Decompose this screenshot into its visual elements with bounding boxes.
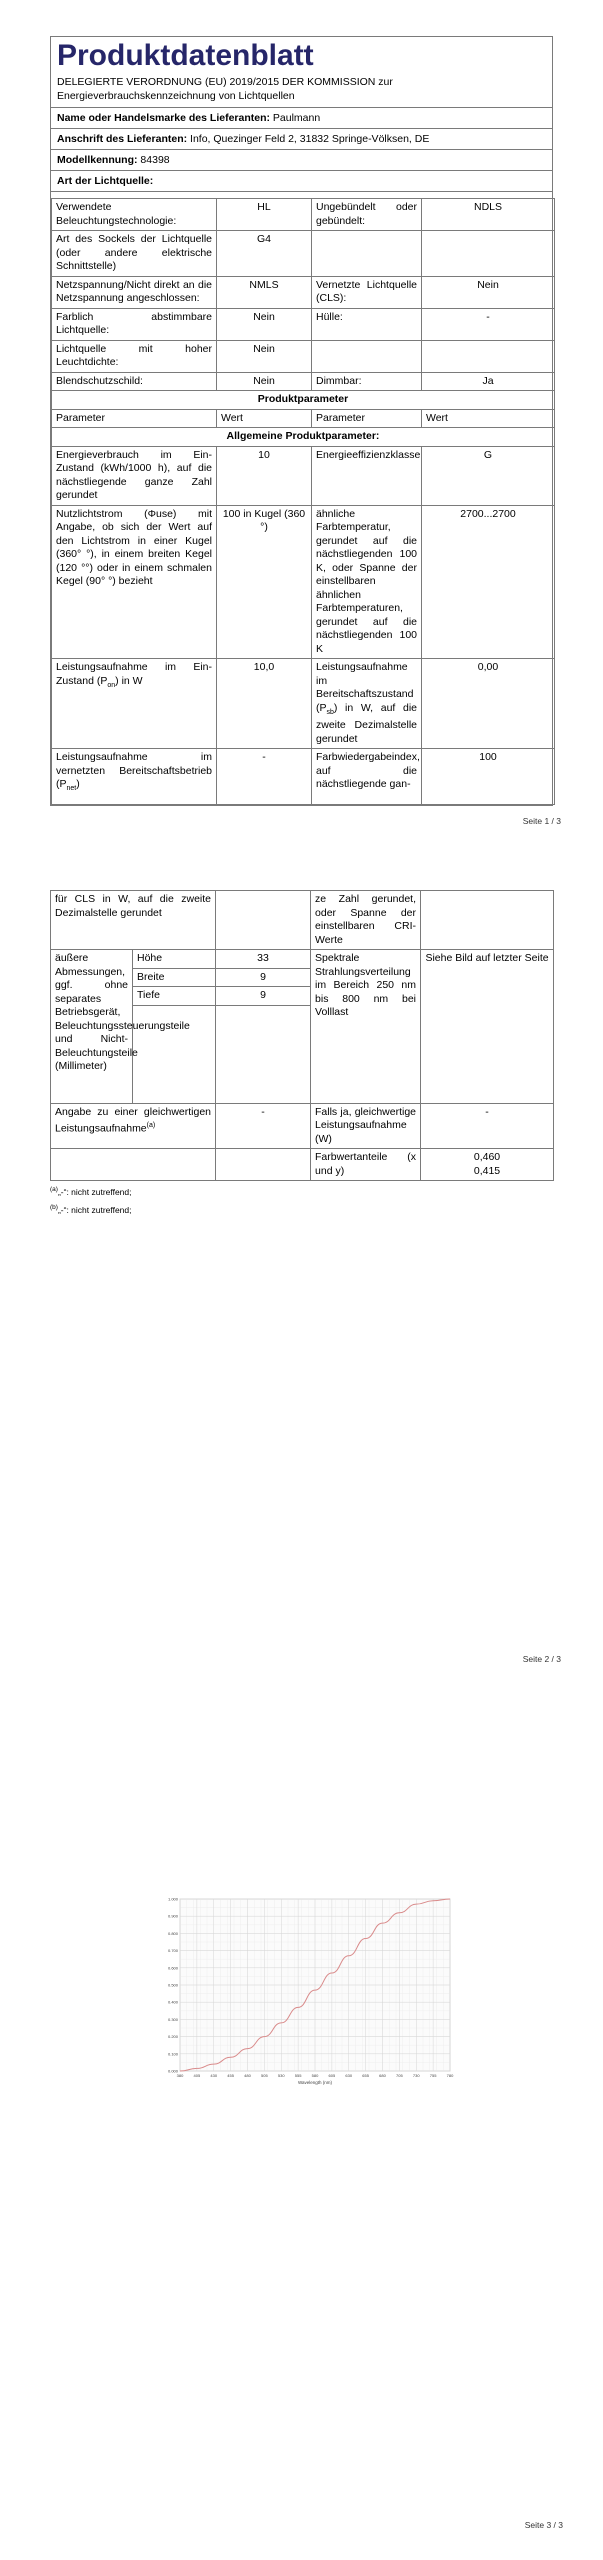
table-row [52, 231, 555, 277]
mains-value: NMLS [217, 276, 312, 308]
cct-label: ähnliche Farbtemperatur, gerundet auf die nächstliegenden 100 K, oder Spanne der einstellbaren ähnlichen Farbtemperaturen, gerundet auf die nächstliegenden 100 K [312, 505, 422, 659]
product-params-title: Produktparameter [52, 391, 555, 410]
table-row [51, 1103, 554, 1149]
table-row [52, 505, 555, 659]
x-tick-label: 755 [429, 2073, 437, 2078]
x-tick-label: 630 [345, 2073, 353, 2078]
dims-label: äußere Abmessungen, ggf. ohne separates Betriebsgerät, Beleuchtungssteuerungsteile und Nicht-Beleuchtungsteile (Millimeter) [51, 950, 133, 1104]
tech-value: HL [217, 199, 312, 231]
light-source-type-label: Art der Lichtquelle: [57, 175, 154, 187]
depth-label: Tiefe [133, 987, 216, 1006]
x-tick-label: 780 [446, 2073, 454, 2078]
page-3 [0, 1688, 603, 2560]
y-tick-label: 0.800 [167, 1930, 178, 1936]
table-row [52, 409, 555, 428]
supplier-name-value: Paulmann [272, 112, 321, 124]
socket-label: Art des Sockels der Lichtquelle (oder andere elektrische Schnittstelle) [52, 231, 217, 277]
cri-value: 100 [422, 749, 555, 805]
glare-value: Nein [217, 372, 312, 391]
height-value: 33 [216, 950, 311, 969]
mains-label: Netzspannung/Nicht direkt an die Netzspannung angeschlossen: [52, 276, 217, 308]
light-source-table [51, 198, 555, 805]
equiv-w-label: Falls ja, gleichwertige Leistungsaufnahme (W) [311, 1103, 421, 1149]
dimmable-value: Ja [422, 372, 555, 391]
y-tick-label: 0.600 [167, 1965, 178, 1971]
y-tick-label: 0.900 [167, 1913, 178, 1919]
spectral-label: Spektrale Strahlungsverteilung im Bereich 250 nm bis 800 nm bei Volllast [311, 950, 421, 1104]
table-row [52, 340, 555, 372]
supplier-name-label: Name oder Handelsmarke des Lieferanten: [57, 112, 270, 124]
energy-class-label: Energieeffizienzklasse [312, 446, 422, 505]
x-tick-label: 480 [244, 2073, 251, 2078]
y-tick-label: 0.400 [167, 1999, 178, 2005]
color-tunable-label: Farblich abstimmbare Lichtquelle: [52, 308, 217, 340]
flux-label: Nutzlichtstrom (Φuse) mit Angabe, ob sich der Wert auf den Lichtstrom in einer Kugel (360° °), in einem breiten Kegel (120 °°) oder in einem schmalen Kegel (90° °) bezieht [52, 505, 217, 659]
envelope-label: Hülle: [312, 308, 422, 340]
x-tick-label: 580 [311, 2073, 319, 2078]
luminance-value: Nein [217, 340, 312, 372]
glare-label: Blendschutzschild: [52, 372, 217, 391]
y-tick-label: 0.500 [167, 1982, 178, 1988]
footnote-a: $^{(a)}$„-“: nicht zutreffend; [50, 1186, 132, 1197]
unbundled-value: NDLS [422, 199, 555, 231]
table-row [52, 372, 555, 391]
equiv-w-value: - [421, 1103, 554, 1149]
energy-label: Energieverbrauch im Ein-Zustand (kWh/1000 h), auf die nächstliegende ganze Zahl gerundet [52, 446, 217, 505]
col-header-value-2: Wert [422, 409, 555, 428]
supplier-address-value: Info, Quezinger Feld 2, 31832 Springe-Völksen, DE [190, 133, 430, 145]
cct-value: 2700...2700 [422, 505, 555, 659]
x-tick-label: 605 [328, 2073, 336, 2078]
chroma-label: Farbwertanteile (x und y) [311, 1149, 421, 1181]
x-tick-label: 705 [396, 2073, 403, 2078]
footnote-b: $^{(b)}$„-“: nicht zutreffend; [50, 1204, 132, 1215]
datasheet-frame [50, 36, 553, 806]
flux-value: 100 in Kugel (360 °) [217, 505, 312, 659]
table-row [52, 659, 555, 749]
y-tick-label: 0.100 [167, 2051, 178, 2057]
width-label: Breite [133, 968, 216, 987]
table-row [52, 749, 555, 805]
y-tick-label: 0.200 [167, 2034, 178, 2040]
page-title: Produktdatenblatt [57, 39, 314, 72]
chroma-value: 0,460 0,415 [421, 1149, 554, 1181]
envelope-value: - [422, 308, 555, 340]
page-number: Seite 2 / 3 [522, 1654, 561, 1664]
model-row [51, 149, 552, 170]
x-tick-label: 430 [210, 2073, 218, 2078]
energy-value: 10 [217, 446, 312, 505]
depth-value: 9 [216, 987, 311, 1006]
pnet-label: Leistungsaufnahme im vernetzten Bereitschaftsbetrieb $(P_{net})$ [52, 749, 217, 805]
x-tick-label: 730 [412, 2073, 420, 2078]
regulation-subtitle: DELEGIERTE VERORDNUNG (EU) 2019/2015 DER KOMMISSION zur Energieverbrauchskennzeichnung von Lichtquellen [57, 76, 393, 102]
table-row [51, 1149, 554, 1181]
color-tunable-value: Nein [217, 308, 312, 340]
supplier-name-row [51, 107, 552, 128]
page-number: Seite 1 / 3 [522, 816, 561, 826]
table-row [51, 891, 554, 950]
pnet-value: - [217, 749, 312, 805]
table-row [52, 276, 555, 308]
psb-label: Leistungsaufnahme im Bereitschaftszustand $(P_{sb})$ in W, auf die zweite Dezimalstelle gerundet [312, 659, 422, 749]
y-tick-label: 0.000 [167, 2068, 178, 2074]
light-source-type-row [51, 170, 552, 192]
y-tick-label: 0.700 [167, 1948, 178, 1954]
supplier-address-row [51, 128, 552, 149]
cls-label: Vernetzte Lichtquelle (CLS): [312, 276, 422, 308]
page-2 [0, 836, 603, 1688]
equiv-value: - [216, 1103, 311, 1149]
continued-table-frame [50, 890, 553, 1181]
x-tick-label: 505 [261, 2073, 268, 2078]
tech-label: Verwendete Beleuchtungstechnologie: [52, 199, 217, 231]
page-number: Seite 3 / 3 [524, 2520, 563, 2530]
height-label: Höhe [133, 950, 216, 969]
luminance-label: Lichtquelle mit hoher Leuchtdichte: [52, 340, 217, 372]
x-tick-label: 680 [379, 2073, 386, 2078]
table-row [52, 199, 555, 231]
col-header-value: Wert [217, 409, 312, 428]
x-tick-label: 530 [277, 2073, 285, 2078]
y-tick-label: 0.300 [167, 2016, 178, 2022]
continued-table [50, 890, 554, 1181]
pnet-label-continued: für CLS in W, auf die zweite Dezimalstelle gerundet [51, 891, 216, 950]
x-tick-label: 555 [294, 2073, 302, 2078]
y-tick-label: 1.000 [167, 1896, 178, 1902]
spectral-value: Siehe Bild auf letzter Seite [421, 950, 554, 1104]
unbundled-label: Ungebündelt oder gebündelt: [312, 199, 422, 231]
energy-class-value: G [422, 446, 555, 505]
width-value: 9 [216, 968, 311, 987]
page-1 [0, 0, 603, 836]
table-row [52, 308, 555, 340]
table-row [52, 391, 555, 410]
col-header-param-2: Parameter [312, 409, 422, 428]
x-tick-label: 455 [227, 2073, 234, 2078]
cri-label-part2: ze Zahl gerundet, oder Spanne der einstellbaren CRI-Werte [311, 891, 421, 950]
col-header-param: Parameter [52, 409, 217, 428]
x-tick-label: 405 [193, 2073, 201, 2078]
table-row [52, 446, 555, 505]
cri-label-part1: Farbwiedergabeindex, auf die nächstliegende gan- [312, 749, 422, 805]
cls-value: Nein [422, 276, 555, 308]
supplier-address-label: Anschrift des Lieferanten: [57, 133, 188, 145]
spectral-distribution-chart [150, 1893, 462, 2088]
x-tick-label: 655 [362, 2073, 369, 2078]
pon-value: 10,0 [217, 659, 312, 749]
dimmable-label: Dimmbar: [312, 372, 422, 391]
socket-value: G4 [217, 231, 312, 277]
table-row [52, 428, 555, 447]
x-tick-label: 380 [176, 2073, 184, 2078]
table-row [51, 950, 554, 969]
model-label: Modellkennung: [57, 154, 138, 166]
general-params-title: Allgemeine Produktparameter: [52, 428, 555, 447]
model-value: 84398 [140, 154, 170, 166]
pon-label: Leistungsaufnahme im Ein-Zustand $(P_{on})$ in W [52, 659, 217, 749]
equiv-label: Angabe zu einer gleichwertigen Leistungsaufnahme$^{(a)}$ [51, 1103, 216, 1149]
x-axis-label: Wavelength (nm) [297, 2080, 333, 2085]
psb-value: 0,00 [422, 659, 555, 749]
